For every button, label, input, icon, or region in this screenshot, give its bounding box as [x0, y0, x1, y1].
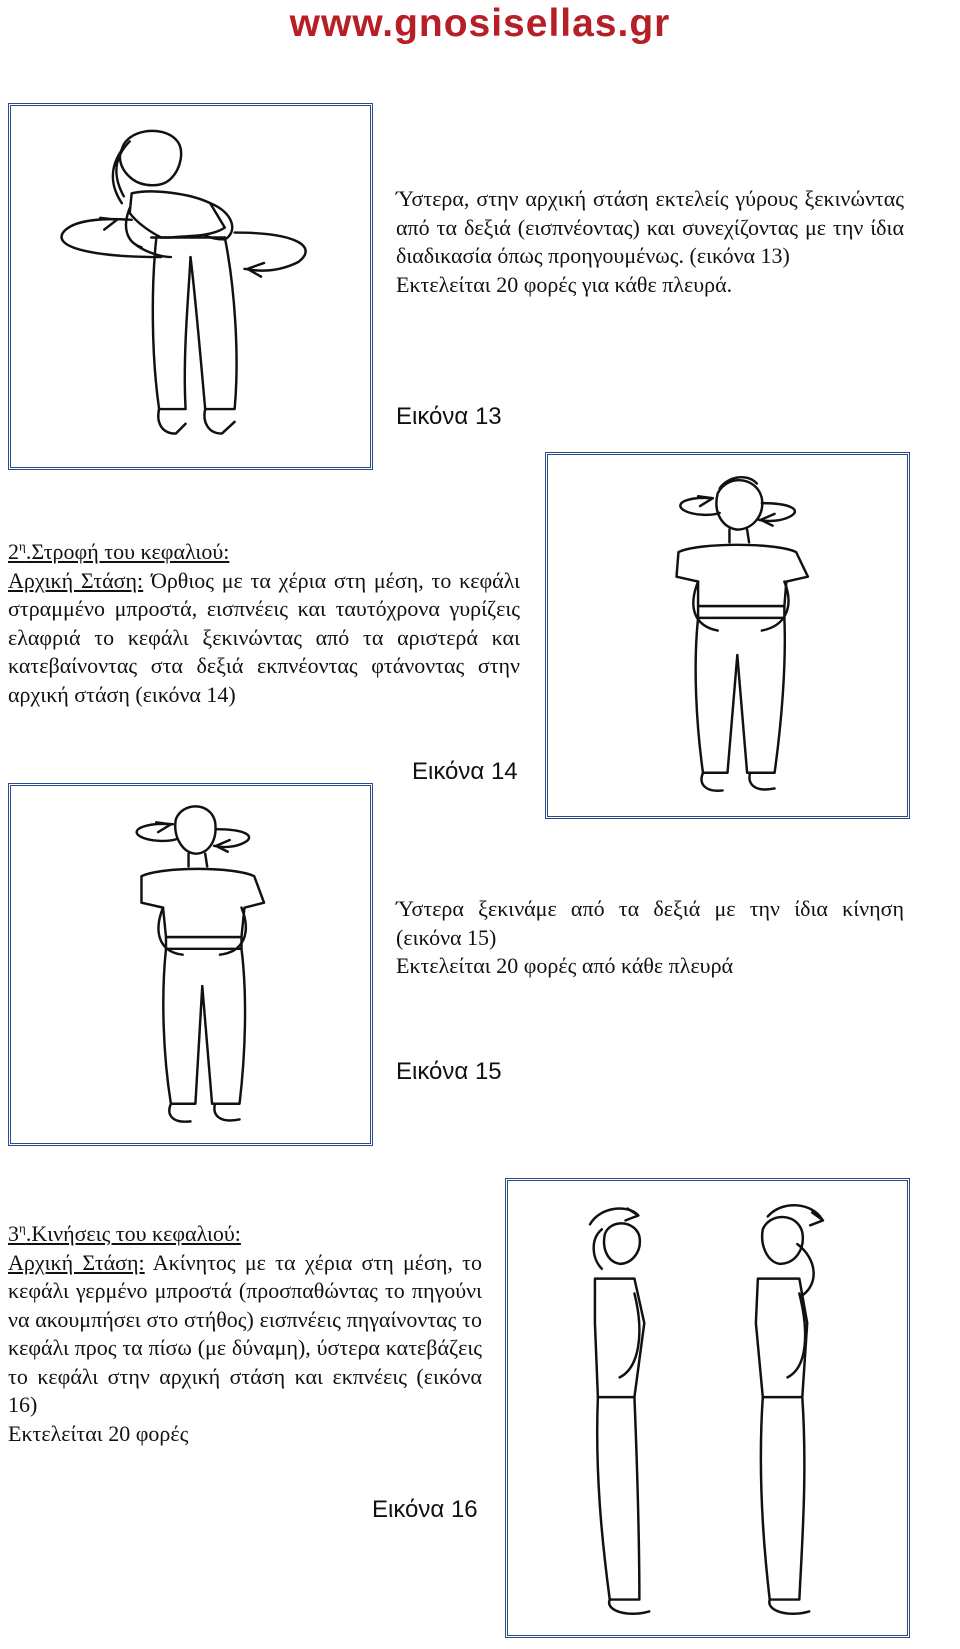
- arm-forward: [620, 1293, 640, 1377]
- section-heading: .Στροφή του κεφαλιού:: [25, 539, 230, 564]
- feet-forward: [609, 1600, 649, 1614]
- waist: [698, 606, 784, 618]
- legs-forward: [597, 1397, 639, 1599]
- feet: [169, 1104, 239, 1122]
- leg-right: [737, 618, 785, 773]
- figure-16-frame: [505, 1178, 910, 1638]
- figure-14-frame: [545, 452, 910, 819]
- waist: [166, 937, 242, 949]
- leg-left: [696, 618, 738, 773]
- head-forward: [604, 1223, 640, 1263]
- feet: [702, 773, 775, 791]
- figure-15-illustration: [14, 789, 367, 1140]
- start-position-label: Αρχική Στάση:: [8, 1249, 145, 1275]
- caption-14: Εικόνα 14: [412, 758, 518, 785]
- figure-15-frame: [8, 783, 373, 1146]
- figure-16-illustration: [511, 1184, 904, 1632]
- head: [175, 806, 215, 853]
- caption-16: Εικόνα 16: [372, 1496, 478, 1523]
- rotation-arrow-right: [235, 233, 306, 271]
- head: [120, 131, 181, 185]
- legs-back: [761, 1397, 805, 1599]
- block2-text: $2^\eta.\Sigma\tau\rho o\varphi ή$ του κεφαλιού: Αρχική Στάση: Όρθιος με τα χέρια στη μέση, το κεφάλι στραμμένο μπροστά, εισπνέεις και ταυτόχρονα γυρίζεις ελαφριά το κεφάλι ξεκινώντας από τα αριστερά και κατεβαίνοντας στα δεξιά εκπνέοντας φτάνοντας στην αρχική στάση (εικόνα 14): [8, 538, 520, 707]
- block1-text: Ύστερα, στην αρχική στάση εκτελείς γύρους ξεκινώντας από τα δεξιά (εισπνέοντας) και συνεχίζοντας με την ίδια διαδικασία όπως προηγουμένως. (εικόνα 13) Εκτελείται 20 φορές για κάθε πλευρά.: [396, 186, 904, 297]
- feet-back: [769, 1600, 809, 1614]
- leg-left: [163, 949, 202, 1104]
- neck: [189, 854, 208, 867]
- neck: [729, 530, 749, 543]
- site-url[interactable]: www.gnosisellas.gr: [289, 2, 671, 45]
- torso: [130, 191, 225, 237]
- caption-13: Εικόνα 13: [396, 403, 502, 430]
- block4-text: $3^\eta.K\iota\nu ή\sigma\varepsilon\iota\varsigma$ του κεφαλιού: Αρχική Στάση: Ακίνητος με τα χέρια στη μέση, το κεφάλι γερμένο μπροστά (προσπαθώντας το πηγούνι να ακουμπήσει στο στήθος) εισπνέεις πηγαίνοντας το κεφάλι προς τα πίσω (με δύναμη), ύστερα κατεβάζεις το κεφάλι στην αρχική στάση και εκπνέεις (εικόνα 16) Εκτελείται 20 φορές: [8, 1220, 482, 1446]
- head: [716, 480, 762, 529]
- hair-forward: [594, 1229, 602, 1268]
- figure-13-frame: [8, 103, 373, 470]
- arrow-left: [137, 824, 177, 841]
- torso-forward: [595, 1279, 644, 1397]
- arm-back: [787, 1293, 805, 1377]
- figure-13-illustration: [14, 109, 367, 464]
- head-back: [762, 1217, 803, 1264]
- start-position-label: Αρχική Στάση:: [8, 567, 144, 593]
- figure-14-illustration: [551, 458, 904, 813]
- block3-text: Ύστερα ξεκινάμε από τα δεξιά με την ίδια κίνηση (εικόνα 15) Εκτελείται 20 φορές από κάθε πλευρά: [396, 896, 904, 978]
- leg-right: [202, 949, 245, 1104]
- section-number: 2: [8, 539, 19, 564]
- section-number: 3: [8, 1221, 19, 1246]
- hair: [113, 141, 130, 203]
- section-heading: .Κινήσεις του κεφαλιού:: [25, 1221, 241, 1246]
- caption-15: Εικόνα 15: [396, 1058, 502, 1085]
- feet: [158, 409, 234, 434]
- leg-left: [153, 239, 191, 409]
- leg-right: [191, 237, 237, 409]
